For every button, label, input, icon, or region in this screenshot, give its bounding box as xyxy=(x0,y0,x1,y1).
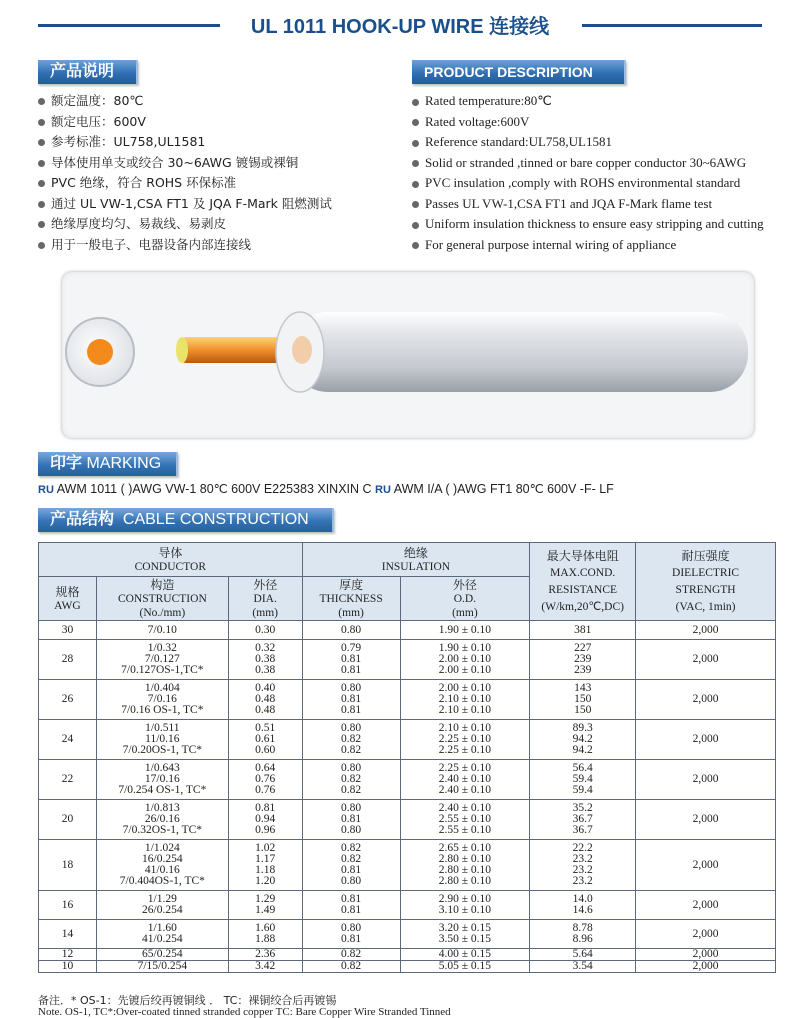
cell-thickness: 0.80 0.81 0.81 xyxy=(302,680,400,720)
cell-resistance: 89.3 94.2 94.2 xyxy=(530,720,636,760)
wire-image-panel xyxy=(62,272,754,438)
cell-dia: 3.42 xyxy=(228,961,302,973)
bullet-dot-icon xyxy=(38,160,45,167)
cell-dia: 0.81 0.94 0.96 xyxy=(228,800,302,840)
bullet-item: PVC insulation ,comply with ROHS environmental standard xyxy=(412,173,764,194)
table-row xyxy=(39,800,776,840)
cell-strength: 2,000 xyxy=(636,800,776,840)
cell-dia: 0.32 0.38 0.38 xyxy=(228,640,302,680)
cell-construction: 1/1.29 26/0.254 xyxy=(96,891,228,920)
cell-thickness: 0.80 0.82 0.82 xyxy=(302,720,400,760)
bullet-dot-icon xyxy=(412,140,419,147)
bullet-item: 绝缘厚度均匀、易裁线、易剥皮 xyxy=(38,214,332,235)
cell-od: 2.10 ± 0.10 2.25 ± 0.10 2.25 ± 0.10 xyxy=(400,720,530,760)
header-dielectric: 耐压强度 DIELECTRIC STRENGTH (VAC, 1min) xyxy=(636,543,776,621)
cell-strength: 2,000 xyxy=(636,720,776,760)
cell-dia: 0.64 0.76 0.76 xyxy=(228,760,302,800)
cell-awg: 14 xyxy=(39,920,97,949)
cell-resistance: 381 xyxy=(530,621,636,640)
cell-od: 1.90 ± 0.10 xyxy=(400,621,530,640)
bullet-item: Passes UL VW-1,CSA FT1 and JQA F-Mark flame test xyxy=(412,194,764,215)
bullet-item: PVC 绝缘，符合 ROHS 环保标准 xyxy=(38,173,332,194)
cell-thickness: 0.82 0.82 0.81 0.80 xyxy=(302,840,400,891)
bullet-dot-icon xyxy=(412,160,419,167)
cell-construction: 1/1.024 16/0.254 41/0.16 7/0.404OS-1, TC* xyxy=(96,840,228,891)
wire-illustration xyxy=(62,272,754,438)
cell-awg: 24 xyxy=(39,720,97,760)
table-row xyxy=(39,840,776,891)
cell-dia: 0.51 0.61 0.60 xyxy=(228,720,302,760)
cell-construction: 65/0.254 xyxy=(96,949,228,961)
bullet-item: For general purpose internal wiring of appliance xyxy=(412,235,764,256)
bullet-dot-icon xyxy=(38,221,45,228)
marking-text: RU AWM 1011 ( )AWG VW-1 80℃ 600V E225383 XINXIN C RU AWM I/A ( )AWG FT1 80℃ 600V -F- LF xyxy=(38,482,614,496)
bullet-dot-icon xyxy=(38,119,45,126)
cell-strength: 2,000 xyxy=(636,760,776,800)
cross-section-core xyxy=(87,339,113,365)
header-conductor: 导体 CONDUCTOR xyxy=(39,543,303,577)
bullet-item: Rated temperature:80℃ xyxy=(412,91,764,112)
cell-awg: 26 xyxy=(39,680,97,720)
table-row xyxy=(39,949,776,961)
cell-resistance: 227 239 239 xyxy=(530,640,636,680)
section-label-construction: 产品结构 CABLE CONSTRUCTION xyxy=(38,508,334,532)
header-thickness: 厚度 THICKNESS (mm) xyxy=(302,577,400,621)
cell-dia: 1.60 1.88 xyxy=(228,920,302,949)
cell-awg: 18 xyxy=(39,840,97,891)
ul-logo: RU xyxy=(38,484,54,496)
bullet-item: Rated voltage:600V xyxy=(412,112,764,133)
cell-strength: 2,000 xyxy=(636,920,776,949)
cell-awg: 28 xyxy=(39,640,97,680)
table-row xyxy=(39,640,776,680)
section-label-desc-cn: 产品说明 xyxy=(38,60,138,84)
cell-awg: 22 xyxy=(39,760,97,800)
cell-thickness: 0.80 0.81 xyxy=(302,920,400,949)
bullet-dot-icon xyxy=(412,99,419,106)
spec-table xyxy=(38,542,776,973)
bullet-dot-icon xyxy=(38,180,45,187)
cell-awg: 16 xyxy=(39,891,97,920)
cell-construction: 1/1.60 41/0.254 xyxy=(96,920,228,949)
cell-awg: 10 xyxy=(39,961,97,973)
bullet-list-cn xyxy=(38,91,332,255)
cell-od: 2.00 ± 0.10 2.10 ± 0.10 2.10 ± 0.10 xyxy=(400,680,530,720)
cell-od: 1.90 ± 0.10 2.00 ± 0.10 2.00 ± 0.10 xyxy=(400,640,530,680)
cell-awg: 20 xyxy=(39,800,97,840)
header-awg: 规格 AWG xyxy=(39,577,97,621)
cell-dia: 1.02 1.17 1.18 1.20 xyxy=(228,840,302,891)
cell-strength: 2,000 xyxy=(636,949,776,961)
cell-resistance: 143 150 150 xyxy=(530,680,636,720)
table-row xyxy=(39,891,776,920)
bullet-item: Solid or stranded ,tinned or bare copper conductor 30~6AWG xyxy=(412,153,764,174)
cell-construction: 1/0.32 7/0.127 7/0.127OS-1,TC* xyxy=(96,640,228,680)
cell-od: 4.00 ± 0.15 xyxy=(400,949,530,961)
cell-awg: 12 xyxy=(39,949,97,961)
cell-construction: 7/15/0.254 xyxy=(96,961,228,973)
ul-logo: RU xyxy=(375,484,391,496)
cell-od: 5.05 ± 0.15 xyxy=(400,961,530,973)
cell-construction: 1/0.643 17/0.16 7/0.254 OS-1, TC* xyxy=(96,760,228,800)
page-title: UL 1011 HOOK-UP WIRE 连接线 xyxy=(0,10,800,39)
cell-strength: 2,000 xyxy=(636,891,776,920)
cell-thickness: 0.82 xyxy=(302,949,400,961)
section-label-marking: 印字 MARKING xyxy=(38,452,178,476)
bullet-dot-icon xyxy=(38,139,45,146)
note-cn: 备注．* OS-1：先镀后绞再镀铜线 ． TC：裸铜绞合后再镀锡 xyxy=(38,994,337,1007)
table-row xyxy=(39,720,776,760)
cell-resistance: 5.64 xyxy=(530,949,636,961)
table-row xyxy=(39,920,776,949)
cell-dia: 0.30 xyxy=(228,621,302,640)
bullet-item: 通过 UL VW-1,CSA FT1 及 JQA F-Mark 阻燃测试 xyxy=(38,194,332,215)
cell-resistance: 22.2 23.2 23.2 23.2 xyxy=(530,840,636,891)
header-construction: 构造 CONSTRUCTION (No./mm) xyxy=(96,577,228,621)
cell-thickness: 0.82 xyxy=(302,961,400,973)
cell-construction: 1/0.511 11/0.16 7/0.20OS-1, TC* xyxy=(96,720,228,760)
table-row xyxy=(39,760,776,800)
bullet-dot-icon xyxy=(412,119,419,126)
bullet-dot-icon xyxy=(38,201,45,208)
table-row xyxy=(39,961,776,973)
cell-dia: 2.36 xyxy=(228,949,302,961)
cell-strength: 2,000 xyxy=(636,840,776,891)
cell-thickness: 0.80 xyxy=(302,621,400,640)
cell-resistance: 14.0 14.6 xyxy=(530,891,636,920)
cell-od: 2.40 ± 0.10 2.55 ± 0.10 2.55 ± 0.10 xyxy=(400,800,530,840)
bullet-dot-icon xyxy=(412,201,419,208)
cell-thickness: 0.79 0.81 0.81 xyxy=(302,640,400,680)
header-resistance: 最大导体电阻 MAX.COND. RESISTANCE (W/km,20℃,DC) xyxy=(530,543,636,621)
cell-thickness: 0.80 0.81 0.80 xyxy=(302,800,400,840)
cell-thickness: 0.81 0.81 xyxy=(302,891,400,920)
note-en: Note. OS-1, TC*:Over-coated tinned stranded copper TC: Bare Copper Wire Stranded Tinned xyxy=(38,1006,451,1018)
cell-construction: 1/0.813 26/0.16 7/0.32OS-1, TC* xyxy=(96,800,228,840)
bullet-dot-icon xyxy=(412,181,419,188)
bullet-item: 导体使用单支或绞合 30~6AWG 镀锡或裸铜 xyxy=(38,153,332,174)
cell-strength: 2,000 xyxy=(636,680,776,720)
header-od: 外径 O.D. (mm) xyxy=(400,577,530,621)
bullet-list-en xyxy=(412,91,764,255)
section-label-desc-en: PRODUCT DESCRIPTION xyxy=(412,60,626,84)
cell-od: 2.90 ± 0.10 3.10 ± 0.10 xyxy=(400,891,530,920)
bullet-item: 用于一般电子、电器设备内部连接线 xyxy=(38,235,332,256)
bullet-item: Reference standard:UL758,UL1581 xyxy=(412,132,764,153)
cell-thickness: 0.80 0.82 0.82 xyxy=(302,760,400,800)
bullet-item: 额定电压：600V xyxy=(38,112,332,133)
table-row xyxy=(39,621,776,640)
wire-conductor-tip xyxy=(176,337,188,363)
bullet-item: Uniform insulation thickness to ensure easy stripping and cutting xyxy=(412,214,764,235)
bullet-item: 参考标准：UL758,UL1581 xyxy=(38,132,332,153)
table-row xyxy=(39,680,776,720)
cell-construction: 1/0.404 7/0.16 7/0.16 OS-1, TC* xyxy=(96,680,228,720)
bullet-item: 额定温度：80℃ xyxy=(38,91,332,112)
wire-jacket xyxy=(290,312,748,392)
cell-resistance: 56.4 59.4 59.4 xyxy=(530,760,636,800)
bullet-dot-icon xyxy=(412,242,419,249)
cell-strength: 2,000 xyxy=(636,961,776,973)
bullet-dot-icon xyxy=(38,98,45,105)
bullet-dot-icon xyxy=(38,242,45,249)
cell-dia: 0.40 0.48 0.48 xyxy=(228,680,302,720)
cell-resistance: 3.54 xyxy=(530,961,636,973)
cell-resistance: 35.2 36.7 36.7 xyxy=(530,800,636,840)
bullet-dot-icon xyxy=(412,222,419,229)
header-dia: 外径 DIA. (mm) xyxy=(228,577,302,621)
cell-construction: 7/0.10 xyxy=(96,621,228,640)
cell-awg: 30 xyxy=(39,621,97,640)
cell-od: 2.25 ± 0.10 2.40 ± 0.10 2.40 ± 0.10 xyxy=(400,760,530,800)
cell-od: 2.65 ± 0.10 2.80 ± 0.10 2.80 ± 0.10 2.80 ± 0.10 xyxy=(400,840,530,891)
cell-od: 3.20 ± 0.15 3.50 ± 0.15 xyxy=(400,920,530,949)
header-insulation: 绝缘 INSULATION xyxy=(302,543,530,577)
cell-strength: 2,000 xyxy=(636,621,776,640)
cell-dia: 1.29 1.49 xyxy=(228,891,302,920)
cell-resistance: 8.78 8.96 xyxy=(530,920,636,949)
cell-strength: 2,000 xyxy=(636,640,776,680)
